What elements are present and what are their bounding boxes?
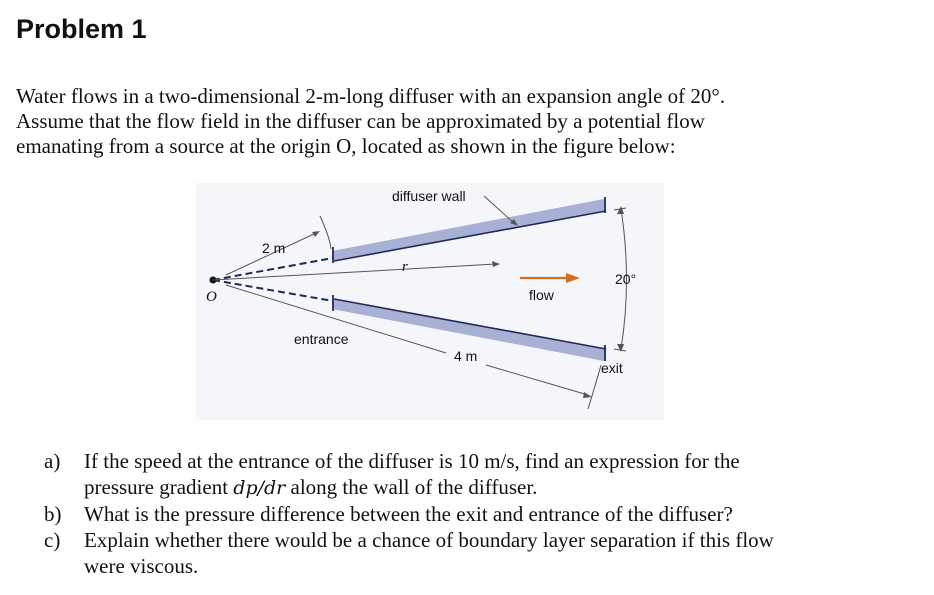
pressure-gradient-expression: dp/dr	[233, 477, 286, 499]
question-a-text-line2-start: pressure gradient	[84, 475, 234, 499]
question-a-label: a)	[44, 449, 61, 473]
intro-line-2: Assume that the flow field in the diffuser can be approximated by a potential flow	[16, 109, 705, 133]
diffuser-figure	[196, 183, 664, 420]
origin-label: O	[206, 289, 217, 305]
four-m-label: 4 m	[454, 348, 478, 364]
question-list	[44, 448, 874, 579]
question-c-text-line2: were viscous.	[84, 554, 199, 578]
question-a-text-line1: If the speed at the entrance of the diffuser is 10 m/s, find an expression for the	[84, 449, 740, 473]
question-a	[44, 448, 874, 501]
r-label: r	[402, 259, 408, 275]
intro-paragraph	[16, 84, 916, 159]
question-c-label: c)	[44, 528, 61, 552]
diffuser-wall-label: diffuser wall	[392, 188, 466, 204]
diffuser-diagram	[196, 183, 664, 420]
exit-label: exit	[601, 360, 623, 376]
two-m-label: 2 m	[262, 240, 286, 256]
intro-line-3: emanating from a source at the origin O, located as shown in the figure below:	[16, 134, 676, 158]
flow-label: flow	[529, 287, 554, 303]
question-b-text: What is the pressure difference between the exit and entrance of the diffuser?	[84, 502, 733, 526]
intro-line-1: Water flows in a two-dimensional 2-m-long diffuser with an expansion angle of 20°.	[16, 84, 726, 108]
question-c	[44, 527, 874, 579]
entrance-label: entrance	[294, 331, 349, 347]
question-b-label: b)	[44, 502, 62, 526]
figure-background	[196, 183, 664, 420]
question-c-text-line1: Explain whether there would be a chance of boundary layer separation if this flow	[84, 528, 774, 552]
question-a-text-line2-end: along the wall of the diffuser.	[285, 475, 538, 499]
angle-label: 20°	[615, 271, 637, 287]
question-b	[44, 501, 874, 527]
problem-title: Problem 1	[16, 14, 147, 44]
